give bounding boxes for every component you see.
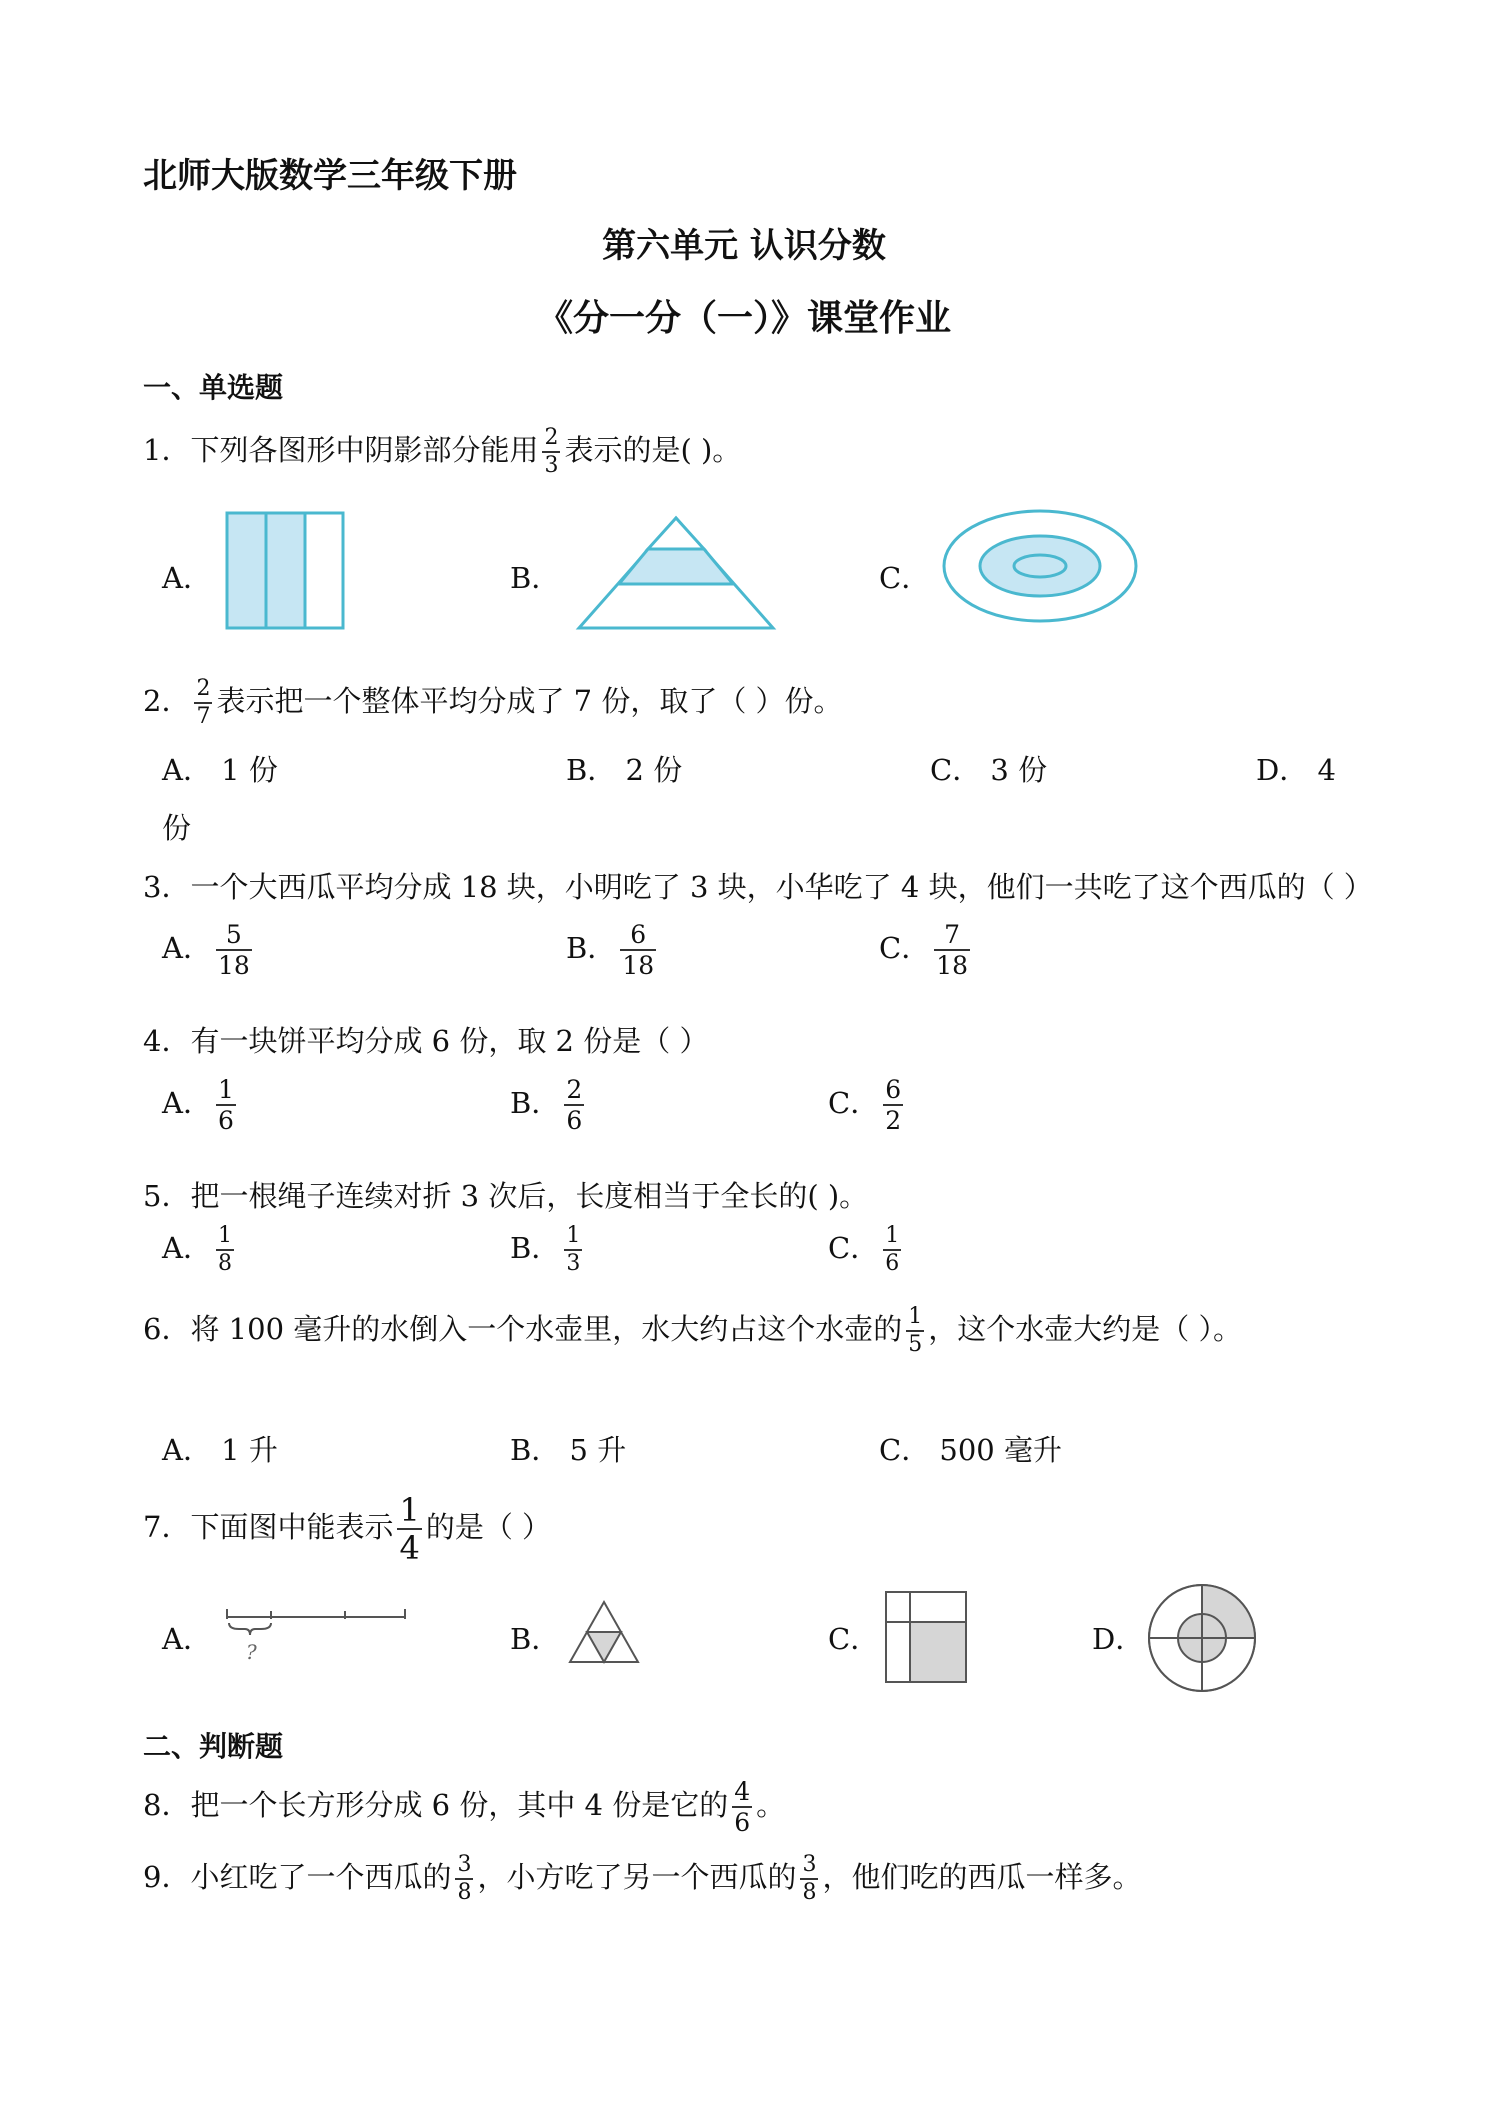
- q5-option-b[interactable]: B． $\frac{1}{3}$: [510, 1223, 581, 1276]
- q7-option-a-question-mark: ?: [246, 1640, 257, 1664]
- q7-option-d-label[interactable]: D．: [1092, 1622, 1145, 1656]
- question-9: [143, 1854, 1141, 1904]
- q7-option-a-label[interactable]: A．: [162, 1622, 212, 1656]
- question-8-fraction: $\frac{4}{6}$: [734, 1777, 751, 1837]
- q6-option-a[interactable]: A． 1 升: [162, 1433, 278, 1467]
- q7-option-a-line-diagram[interactable]: [225, 1605, 410, 1665]
- question-5-text: 5．把一根绳子连续对折 3 次后，长度相当于全长的( )。: [143, 1179, 869, 1213]
- question-1: [143, 427, 741, 477]
- q4-option-b-fraction: $\frac{2}{6}$: [566, 1075, 583, 1135]
- q3-option-b[interactable]: B． $\frac{6}{18}$: [566, 920, 655, 980]
- q2-option-a[interactable]: A． 1 份: [162, 753, 278, 787]
- q7-option-b-label[interactable]: B．: [510, 1622, 561, 1656]
- q1-option-c-label[interactable]: C．: [879, 561, 931, 595]
- q6-option-c[interactable]: C． 500 毫升: [879, 1433, 1062, 1467]
- unit-title: 第六单元 认识分数: [602, 226, 886, 266]
- question-8: [143, 1779, 785, 1835]
- question-9-text: 9．小红吃了一个西瓜的: [143, 1860, 452, 1894]
- top-title: 北师大版数学三年级下册: [143, 156, 517, 196]
- q5-option-c-fraction: $\frac{1}{6}$: [885, 1223, 900, 1276]
- question-9-fraction-2: $\frac{3}{8}$: [802, 1852, 817, 1905]
- q1-option-b-triangle[interactable]: [576, 516, 776, 631]
- q1-option-b-label[interactable]: B．: [510, 561, 561, 595]
- q2-option-b[interactable]: B． 2 份: [566, 753, 683, 787]
- q4-option-b[interactable]: B． $\frac{2}{6}$: [510, 1075, 583, 1135]
- q3-option-a-fraction: $\frac{5}{18}$: [217, 920, 250, 980]
- q3-option-c[interactable]: C． $\frac{7}{18}$: [879, 920, 969, 980]
- q6-option-b[interactable]: B． 5 升: [510, 1433, 627, 1467]
- section-1-title: 一、单选题: [143, 371, 284, 404]
- q5-option-a-fraction: $\frac{1}{8}$: [217, 1223, 232, 1276]
- q4-option-a-fraction: $\frac{1}{6}$: [217, 1075, 234, 1135]
- question-2-text: 表示把一个整体平均分成了 7 份，取了（ ）份。: [216, 684, 843, 718]
- question-6-fraction: $\frac{1}{5}$: [908, 1304, 923, 1357]
- q5-option-c[interactable]: C． $\frac{1}{6}$: [828, 1223, 900, 1276]
- q3-option-b-fraction: $\frac{6}{18}$: [622, 920, 655, 980]
- question-2-fraction: $\frac{2}{7}$: [196, 676, 211, 729]
- q4-option-a[interactable]: A． $\frac{1}{6}$: [162, 1075, 234, 1135]
- q2-option-c[interactable]: C． 3 份: [930, 753, 1048, 787]
- question-8-text: 8．把一个长方形分成 6 份，其中 4 份是它的: [143, 1788, 729, 1822]
- question-6: [143, 1306, 1242, 1356]
- q7-option-b-triangle[interactable]: [568, 1600, 640, 1664]
- question-1-text-end: 表示的是( )。: [564, 433, 742, 467]
- question-6-text-end: ，这个水壶大约是（ ）。: [928, 1312, 1242, 1346]
- question-9-fraction-1: $\frac{3}{8}$: [457, 1852, 472, 1905]
- question-7: [143, 1491, 552, 1567]
- question-4-text: 4．有一块饼平均分成 6 份，取 2 份是（ ）: [143, 1024, 709, 1058]
- q7-option-c-rectangle[interactable]: [884, 1590, 968, 1684]
- q4-option-c[interactable]: C． $\frac{6}{2}$: [828, 1075, 902, 1135]
- q3-option-a[interactable]: A． $\frac{5}{18}$: [162, 920, 250, 980]
- question-7-text: 7．下面图中能表示: [143, 1510, 394, 1544]
- question-7-text-end: 的是（ ）: [425, 1510, 552, 1544]
- question-9-text-end: ，他们吃的西瓜一样多。: [822, 1860, 1142, 1894]
- question-2: [143, 678, 843, 728]
- q2-option-d-wrap: 份: [162, 811, 192, 845]
- question-7-fraction: $\frac{1}{4}$: [399, 1491, 420, 1567]
- q7-option-d-circle[interactable]: [1146, 1582, 1258, 1694]
- q2-option-d[interactable]: D． 4: [1256, 753, 1336, 787]
- question-8-text-end: 。: [756, 1788, 786, 1822]
- q1-option-c-rings[interactable]: [940, 508, 1140, 628]
- q3-option-c-fraction: $\frac{7}{18}$: [936, 920, 969, 980]
- question-9-text-mid: ，小方吃了另一个西瓜的: [477, 1860, 797, 1894]
- lesson-title: 《分一分（一）》课堂作业: [536, 298, 951, 339]
- question-1-fraction: $\frac{2}{3}$: [544, 425, 559, 478]
- q7-option-c-label[interactable]: C．: [828, 1622, 880, 1656]
- q1-option-a-label[interactable]: A．: [162, 561, 212, 595]
- q5-option-b-fraction: $\frac{1}{3}$: [566, 1223, 581, 1276]
- q1-option-a-rectangle[interactable]: [226, 512, 346, 632]
- question-1-text: 1．下列各图形中阴影部分能用: [143, 433, 539, 467]
- question-2-number: 2．: [143, 684, 191, 718]
- section-2-title: 二、判断题: [143, 1730, 284, 1763]
- question-6-text: 6．将 100 毫升的水倒入一个水壶里，水大约占这个水壶的: [143, 1312, 903, 1346]
- q5-option-a[interactable]: A． $\frac{1}{8}$: [162, 1223, 232, 1276]
- q4-option-c-fraction: $\frac{6}{2}$: [885, 1075, 902, 1135]
- question-3-text: 3．一个大西瓜平均分成 18 块，小明吃了 3 块，小华吃了 4 块，他们一共吃了这个西瓜的（ ）: [143, 870, 1373, 904]
